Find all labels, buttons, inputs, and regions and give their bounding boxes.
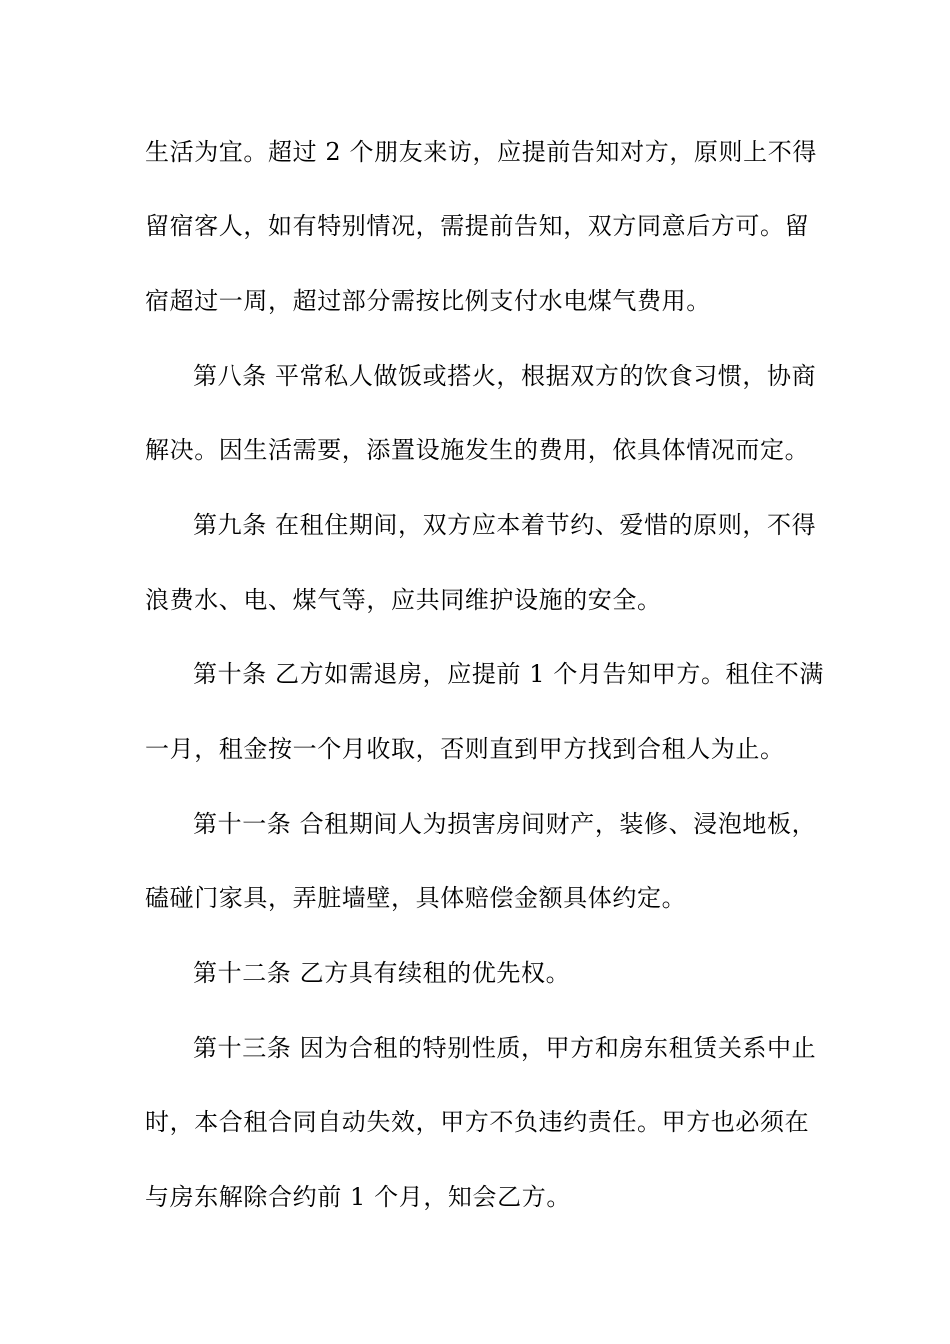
text-line-1: 生活为宜。超过 2 个朋友来访，应提前告知对方，原则上不得 xyxy=(145,138,817,166)
article-13-line-2: 时，本合租合同自动失效，甲方不负违约责任。甲方也必须在 xyxy=(145,1108,810,1136)
article-9-line-2: 浪费水、电、煤气等，应共同维护设施的安全。 xyxy=(145,586,662,614)
article-8-line-2: 解决。因生活需要，添置设施发生的费用，依具体情况而定。 xyxy=(145,436,810,464)
article-11-line-2: 磕碰门家具，弄脏墙壁，具体赔偿金额具体约定。 xyxy=(145,884,687,912)
article-8-line-1: 第八条 平常私人做饭或搭火，根据双方的饮食习惯，协商 xyxy=(193,362,817,390)
article-13-line-1: 第十三条 因为合租的特别性质，甲方和房东租赁关系中止 xyxy=(193,1034,817,1062)
article-13-line-3: 与房东解除合约前 1 个月，知会乙方。 xyxy=(145,1183,571,1211)
article-11-line-1: 第十一条 合租期间人为损害房间财产，装修、浸泡地板， xyxy=(193,810,817,838)
article-12-line-1: 第十二条 乙方具有续租的优先权。 xyxy=(193,959,571,987)
article-10-line-1: 第十条 乙方如需退房，应提前 1 个月告知甲方。租住不满 xyxy=(193,660,824,688)
text-line-2: 留宿客人，如有特别情况，需提前告知，双方同意后方可。留 xyxy=(145,212,810,240)
article-9-line-1: 第九条 在租住期间，双方应本着节约、爱惜的原则，不得 xyxy=(193,511,817,539)
text-line-3: 宿超过一周，超过部分需按比例支付水电煤气费用。 xyxy=(145,287,711,315)
article-10-line-2: 一月，租金按一个月收取，否则直到甲方找到合租人为止。 xyxy=(145,735,785,763)
